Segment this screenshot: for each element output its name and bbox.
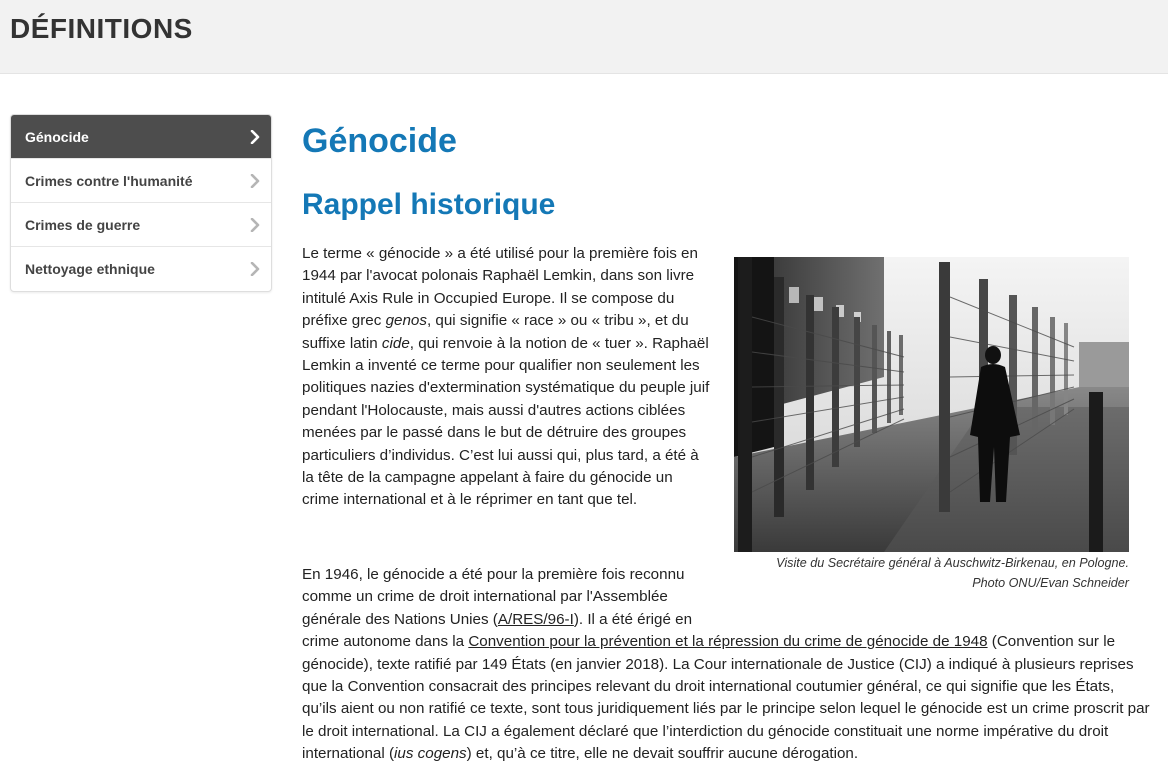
sidebar-item-label: Nettoyage ethnique [25, 261, 155, 277]
caption-text: Visite du Secrétaire général à Auschwitz-Birkenau, en Pologne. [776, 556, 1129, 570]
sidebar-nav [10, 114, 272, 292]
main-content [302, 118, 1144, 221]
paragraph-history [302, 243, 712, 512]
text-span: En 1946, le génocide a été pour la première fois reconnu comme un crime de droit international par l'Assemblée générale des Nations Unies ( [302, 566, 685, 628]
chevron-right-icon [249, 174, 261, 188]
term-ius-cogens: ius cogens [394, 745, 467, 763]
sidebar-item-label: Crimes contre l'humanité [25, 173, 193, 189]
text-span: , qui signifie « race » ou « tribu », et du suffixe latin [302, 312, 689, 352]
page-header [0, 0, 1168, 74]
sidebar-item-crimes-humanite[interactable] [11, 159, 271, 203]
text-span: (Convention sur le génocide), texte ratifié par 149 États (en janvier 2018). La Cour internationale de Justice (CIJ) a indiqué à plusieurs reprises que la Convention consacrait des principes relevant du droit international coutumier général, ce qui signifie que les États, qu’ils aient ou non ratifié ce texte, sont tous juridiquement liés par le principe selon lequel le génocide est un crime proscrit par le droit international. La CIJ a également déclaré que l’interdiction du génocide constituait une norme impérative du droit international ( [302, 633, 1150, 763]
link-convention-genocide[interactable]: Convention pour la prévention et la répression du crime de génocide de 1948 [468, 633, 988, 651]
page-title: Génocide [302, 122, 457, 160]
sidebar-item-crimes-guerre[interactable] [11, 203, 271, 247]
chevron-right-icon [249, 262, 261, 276]
term-cide: cide [381, 334, 410, 352]
text-span: ). Il a été érigé en crime autonome dans la [302, 610, 693, 651]
auschwitz-photo [734, 257, 1129, 552]
caption-wrap-spacer [712, 564, 1152, 610]
text-span: ) et, qu’à ce titre, elle ne devait souffrir aucune dérogation. [466, 745, 859, 763]
sidebar-item-label: Crimes de guerre [25, 217, 141, 233]
chevron-right-icon [249, 218, 261, 232]
chevron-right-icon [249, 130, 261, 144]
sidebar-item-nettoyage-ethnique[interactable] [11, 247, 271, 291]
paragraph-recognition [302, 564, 1152, 766]
text-span: , qui renvoie à la notion de « tuer ». Raphaël Lemkin a inventé ce terme pour qualifier non seulement les politiques nazies d'extermination systématique du peuple juif pendant l'Holocauste, mais aussi d'autres actions ciblées menées par le passé dans le but de détruire des groupes particuliers d’individus. C’est lui aussi qui, plus tard, a été à la tête de la campagne appelant à faire du génocide un crime international et à le réprimer en tant que tel. [302, 334, 710, 509]
section-title: Rappel historique [302, 188, 556, 221]
link-resolution-a-res-96-i[interactable]: A/RES/96-I [497, 610, 574, 628]
header-title: DÉFINITIONS [10, 13, 193, 44]
photo-credit: Photo ONU/Evan Schneider [972, 576, 1129, 590]
text-span: Le terme « génocide » a été utilisé pour la première fois en 1944 par l'avocat polonais Raphaël Lemkin, dans son livre intitulé Axis Rule in Occupied Europe. Il se compose du préfixe grec [302, 245, 698, 330]
photo-image [734, 257, 1129, 552]
sidebar-item-genocide[interactable] [11, 115, 271, 159]
term-genos: genos [385, 312, 427, 330]
sidebar-item-label: Génocide [25, 129, 89, 145]
